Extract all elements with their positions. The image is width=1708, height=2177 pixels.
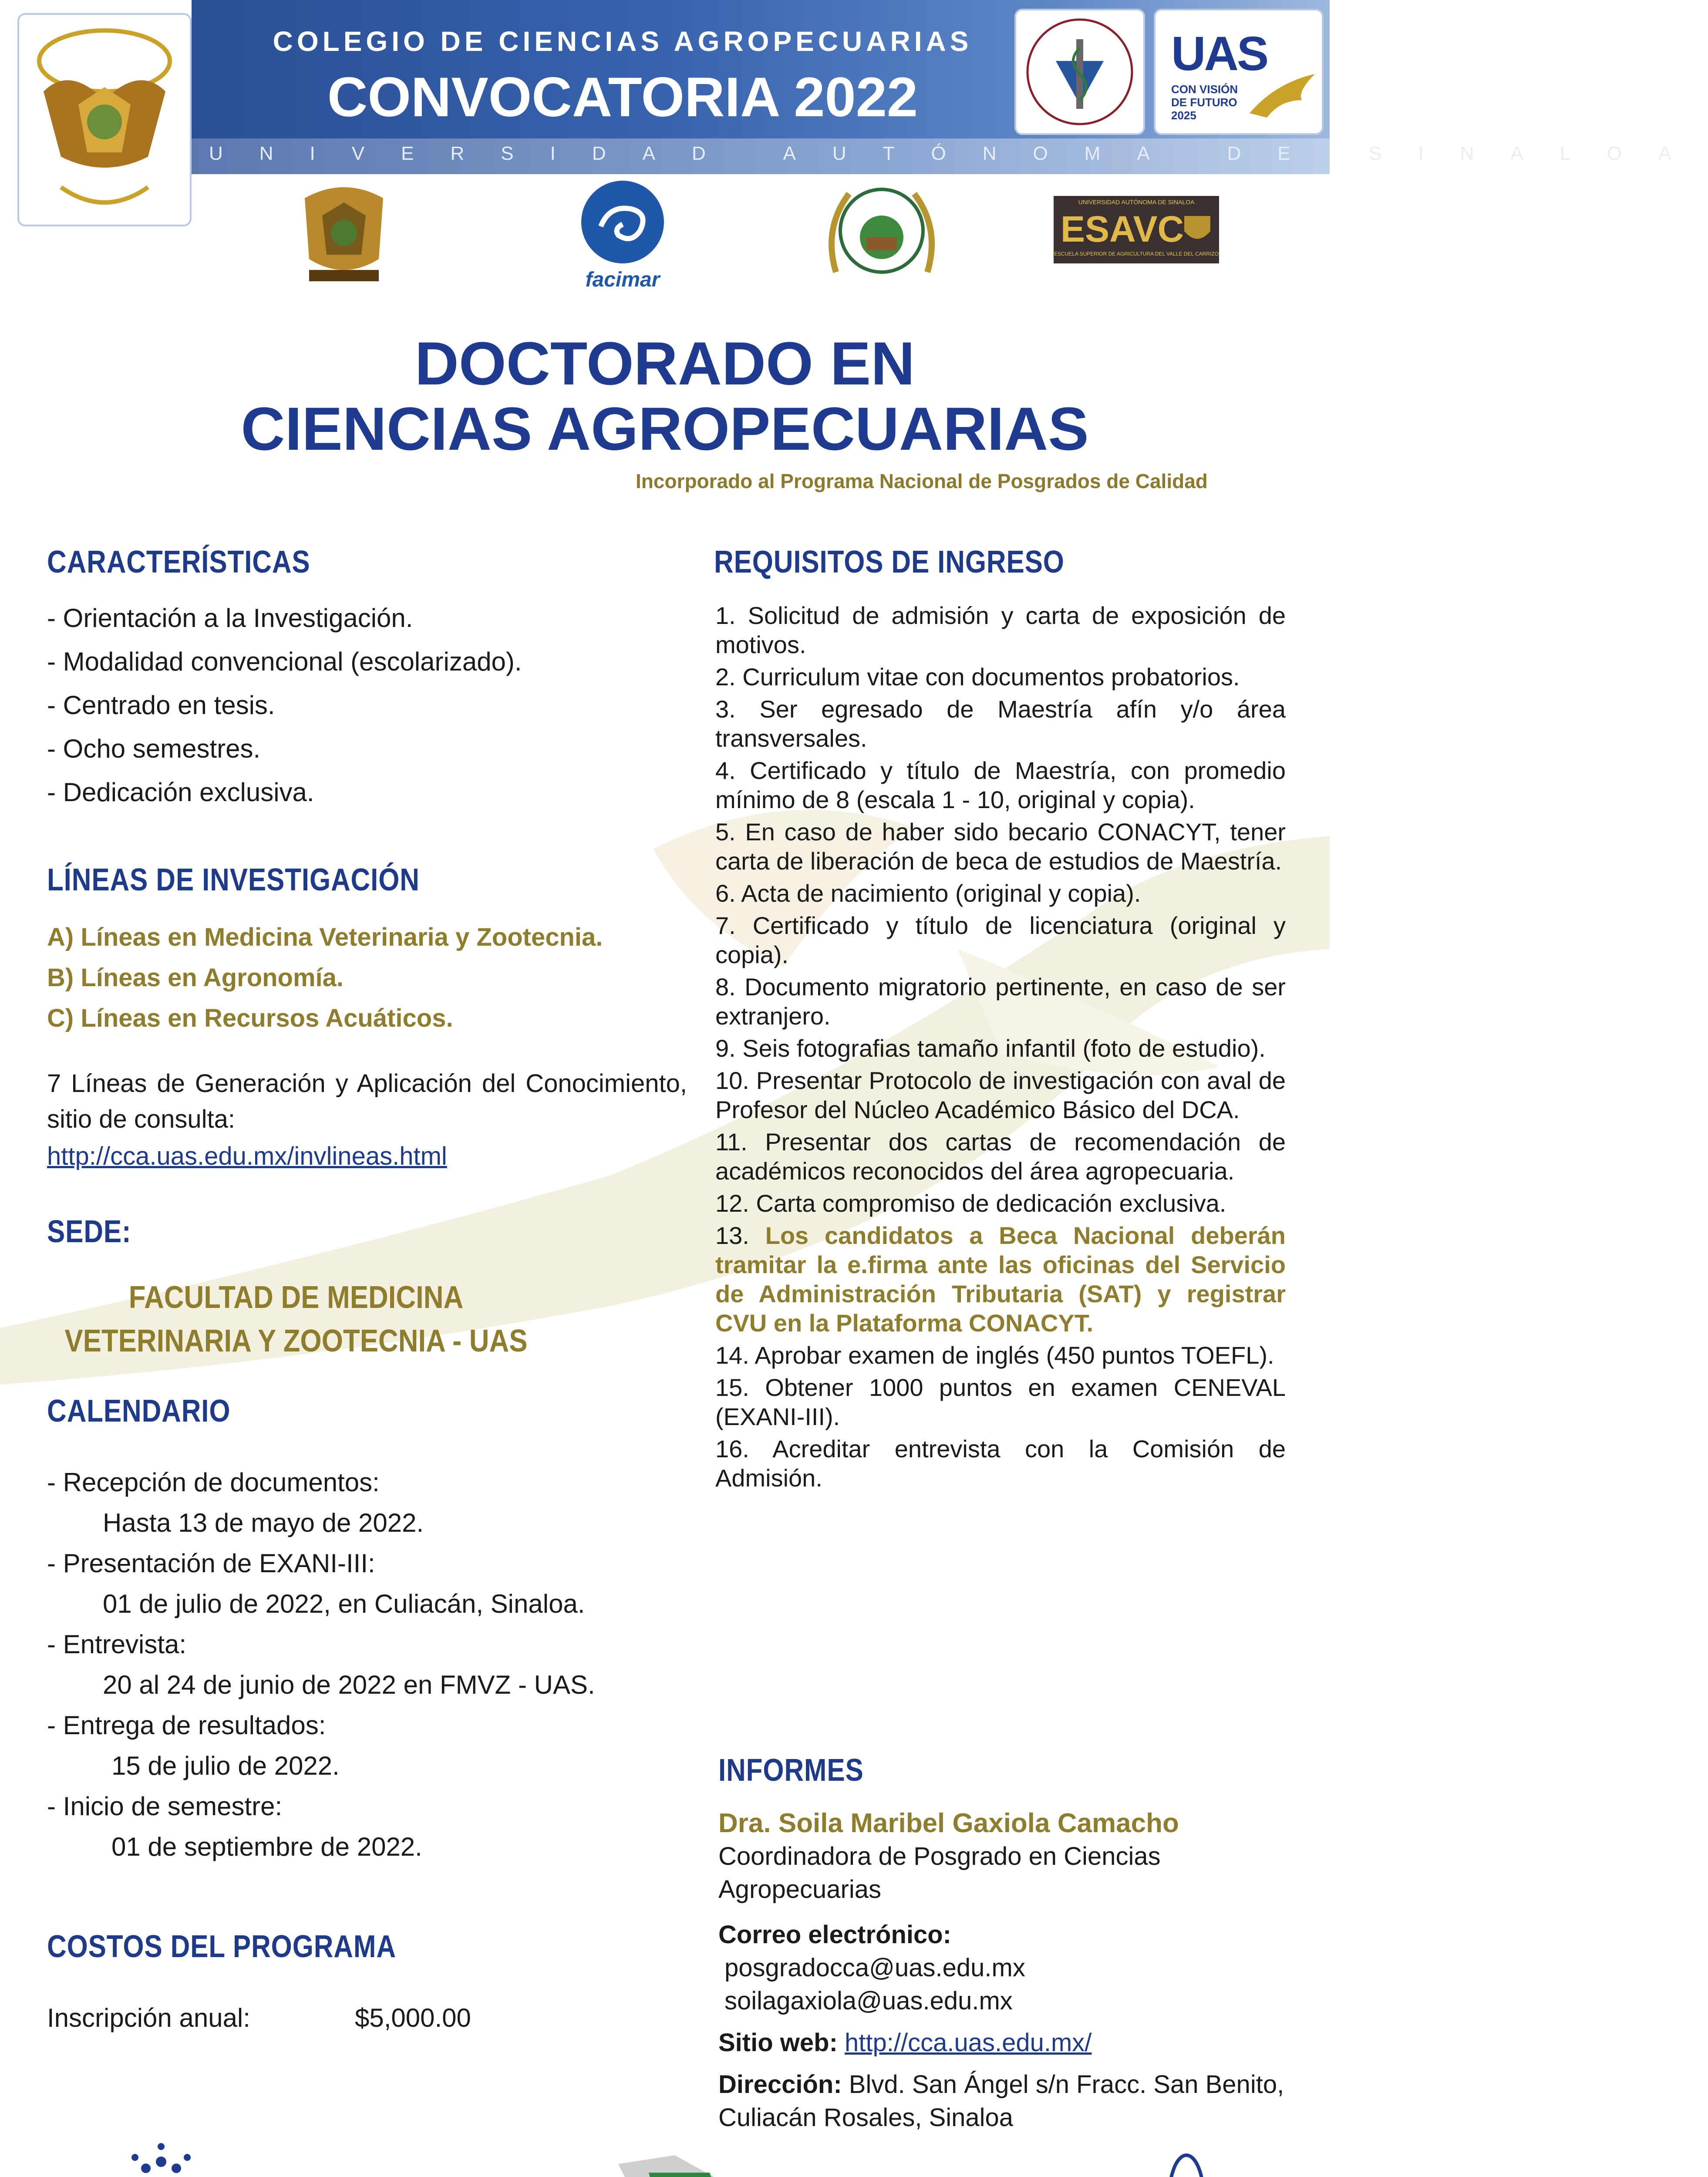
uas-seal-logo	[17, 13, 192, 226]
list-item: 4. Certificado y título de Maestría, con promedio mínimo de 8 (escala 1 - 10, original y copia).	[715, 757, 1286, 813]
program-title	[0, 331, 1330, 462]
calendar-label: - Entrega de resultados:	[47, 1711, 326, 1740]
agricultura-valle-logo	[819, 176, 945, 294]
pnpc-logo	[610, 2147, 723, 2177]
esavc-name: ESAVC	[1061, 209, 1184, 249]
program-title-line2: CIENCIAS AGROPECUARIAS	[241, 394, 1089, 463]
list-item: 8. Documento migratorio pertinente, en caso de ser extranjero.	[715, 973, 1286, 1030]
conacyt-logo	[87, 2142, 235, 2177]
sede-heading: SEDE:	[47, 1214, 131, 1249]
beca-notice: Los candidatos a Beca Nacional deberán tramitar la e.firma ante las oficinas del Servicio de Administración Tributaria (SAT) y registrar CVU en la Plataforma CONACYT.	[715, 1222, 1286, 1337]
informes-heading: INFORMES	[718, 1753, 864, 1788]
list-item: 11. Presentar dos cartas de recomendación de académicos reconocidos del área agropecuaria.	[715, 1128, 1286, 1185]
uas-vision-logo	[1154, 9, 1324, 135]
list-item: 14. Aprobar examen de inglés (450 puntos TOEFL).	[715, 1341, 1274, 1369]
university-name: UNIVERSIDAD AUTÓNOMA DE SINALOA	[209, 143, 1708, 164]
esavc-logo	[1054, 196, 1219, 263]
sede-name	[47, 1276, 545, 1363]
list-item: 12. Carta compromiso de dedicación exclusiva.	[715, 1190, 1226, 1217]
address-row	[718, 2068, 1284, 2134]
web-link[interactable]: http://cca.uas.edu.mx/	[845, 2029, 1092, 2057]
email-label: Correo electrónico:	[718, 1921, 951, 1949]
sede-line2: VETERINARIA Y ZOOTECNIA - UAS	[64, 1324, 528, 1358]
list-item: 16. Acreditar entrevista con la Comisión de Admisión.	[715, 1435, 1286, 1492]
fmvz-logo	[1014, 9, 1145, 135]
list-item: 15. Obtener 1000 puntos en examen CENEVAL (EXANI-III).	[715, 1374, 1286, 1430]
lineas-heading: LÍNEAS DE INVESTIGACIÓN	[47, 863, 420, 897]
uas-tagline: CON VISIÓN DE FUTURO 2025	[1171, 83, 1238, 122]
contact-name: Dra. Soila Maribel Gaxiola Camacho	[718, 1808, 1179, 1838]
costos-value: $5,000.00	[355, 2003, 471, 2032]
contact-role: Coordinadora de Posgrado en Ciencias Agropecuarias	[718, 1842, 1161, 1904]
list-item: 9. Seis fotografias tamaño infantil (foto de estudio).	[715, 1035, 1266, 1062]
facimar-logo	[575, 179, 670, 296]
calendar-label: - Inicio de semestre:	[47, 1792, 283, 1821]
calendario-heading: CALENDARIO	[47, 1394, 231, 1429]
convocatoria-title: CONVOCATORIA 2022	[327, 66, 918, 128]
list-item: 3. Ser egresado de Maestría afín y/o área transversales.	[715, 695, 1286, 752]
web-row	[718, 2026, 1284, 2059]
agronomia-logo	[296, 181, 392, 290]
email-2[interactable]: soilagaxiola@uas.edu.mx	[724, 1987, 1013, 2015]
list-item: - Centrado en tesis.	[47, 691, 275, 720]
lineas-link-wrap	[47, 1142, 447, 1171]
list-item: 7. Certificado y título de licenciatura (original y copia).	[715, 912, 1286, 968]
program-title-line1: DOCTORADO EN	[414, 329, 915, 398]
list-item: - Orientación a la Investigación.	[47, 603, 413, 633]
informes-block	[718, 1807, 1284, 2134]
web-label: Sitio web:	[718, 2029, 838, 2057]
email-1[interactable]: posgradocca@uas.edu.mx	[724, 1954, 1025, 1982]
calendar-value: 01 de julio de 2022, en Culiacán, Sinaloa.	[103, 1589, 585, 1618]
lineas-link[interactable]: http://cca.uas.edu.mx/invlineas.html	[47, 1142, 447, 1170]
calendar-value: Hasta 13 de mayo de 2022.	[103, 1508, 424, 1537]
uas-logo-text: UAS	[1171, 27, 1267, 81]
list-item: A) Líneas en Medicina Veterinaria y Zootecnia.	[47, 923, 603, 951]
program-subtitle: Incorporado al Programa Nacional de Posgrados de Calidad	[636, 470, 1208, 492]
dgip-logo	[1136, 2151, 1236, 2177]
lineas-note: 7 Líneas de Generación y Aplicación del Conocimiento, sitio de consulta:	[47, 1069, 687, 1133]
list-item: 2. Curriculum vitae con documentos probatorios.	[715, 663, 1240, 691]
caracteristicas-heading: CARACTERÍSTICAS	[47, 545, 310, 580]
requisitos-list	[715, 601, 1286, 1496]
address-text: Blvd. San Ángel s/n Fracc. San Benito, Culiacán Rosales, Sinaloa	[718, 2070, 1284, 2132]
calendar-label: - Presentación de EXANI-III:	[47, 1549, 375, 1578]
esavc-bottom: ESCUELA SUPERIOR DE AGRICULTURA DEL VALLE DEL CARRIZO	[1054, 251, 1219, 257]
list-item: - Ocho semestres.	[47, 734, 261, 763]
esavc-top: UNIVERSIDAD AUTÓNOMA DE SINALOA	[1078, 199, 1195, 206]
list-item: 1. Solicitud de admisión y carta de exposición de motivos.	[715, 602, 1286, 658]
list-item-highlight	[715, 1221, 1286, 1338]
list-item: 5. En caso de haber sido becario CONACYT, tener carta de liberación de beca de estudios de Maestría.	[715, 818, 1286, 875]
list-item: B) Líneas en Agronomía.	[47, 964, 344, 992]
calendar-value: 15 de julio de 2022.	[111, 1751, 340, 1780]
address-label: Dirección:	[718, 2070, 842, 2099]
list-item: 10. Presentar Protocolo de investigación con aval de Profesor del Núcleo Académico Básico del DCA.	[715, 1067, 1286, 1123]
calendar-value: 01 de septiembre de 2022.	[111, 1832, 422, 1861]
calendario-list	[47, 1462, 700, 1867]
college-title: COLEGIO DE CIENCIAS AGROPECUARIAS	[273, 26, 973, 57]
esavc-crest-icon	[1180, 212, 1215, 246]
calendar-value: 20 al 24 de junio de 2022 en FMVZ - UAS.	[103, 1670, 595, 1699]
eagle-wing-icon	[1250, 74, 1315, 122]
calendar-label: - Recepción de documentos:	[47, 1468, 380, 1497]
caracteristicas-list	[47, 596, 678, 814]
list-item: 6. Acta de nacimiento (original y copia).	[715, 880, 1141, 907]
costos-heading: COSTOS DEL PROGRAMA	[47, 1929, 396, 1964]
list-item: - Dedicación exclusiva.	[47, 778, 314, 807]
facimar-text: facimar	[585, 268, 660, 291]
lineas-list	[47, 917, 700, 1038]
list-item: C) Líneas en Recursos Acuáticos.	[47, 1004, 453, 1032]
item-number: 13.	[715, 1222, 765, 1249]
costos-label: Inscripción anual:	[47, 2003, 250, 2032]
list-item: - Modalidad convencional (escolarizado).	[47, 647, 522, 676]
sede-line1: FACULTAD DE MEDICINA	[128, 1280, 464, 1315]
requisitos-heading: REQUISITOS DE INGRESO	[714, 545, 1065, 580]
calendar-label: - Entrevista:	[47, 1630, 187, 1659]
